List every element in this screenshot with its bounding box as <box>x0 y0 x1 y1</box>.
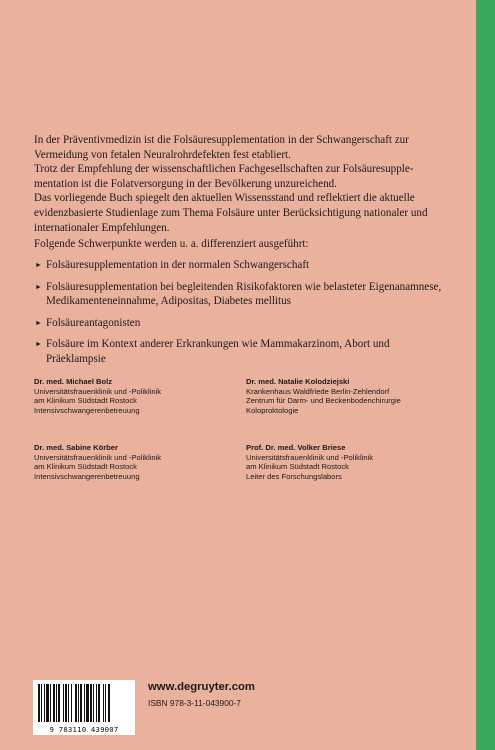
author-affiliation: Universitätsfrauenklinik und -Poliklinik <box>34 386 162 396</box>
list-item-text: Folsäuresupplementation bei begleitenden Risikofaktoren wie belasteter Eigenanamnese, Medikamenteneinnahme, Adipositas, Diabetes mellitus <box>46 280 442 308</box>
isbn-barcode <box>33 680 135 735</box>
triangle-bullet-icon: ► <box>35 340 42 349</box>
publisher-link[interactable]: www.degruyter.com <box>148 681 255 693</box>
author-affiliation: Leiter des Forschungslabors <box>246 471 342 481</box>
author-affiliation: Universitätsfrauenklinik und -Poliklinik <box>34 452 162 462</box>
author-affiliation: Universitätsfrauenklinik und -Poliklinik <box>246 452 374 462</box>
author-affiliation: Krankenhaus Waldfriede Berlin-Zehlendorf <box>246 386 390 396</box>
intro-text <box>34 133 452 235</box>
list-item <box>34 316 452 331</box>
list-item-text: Folsäuresupplementation in der normalen Schwangerschaft <box>46 259 310 271</box>
author-block <box>34 443 244 481</box>
author-affiliation: am Klinikum Südstadt Rostock <box>246 462 349 472</box>
author-block <box>34 377 244 415</box>
author-block <box>246 377 456 415</box>
focus-heading: Folgende Schwerpunkte werden u. a. differenziert ausgeführt: <box>34 238 309 250</box>
author-block <box>246 443 456 481</box>
list-item-text: Folsäure im Kontext anderer Erkrankungen wie Mammakarzinom, Abort und Präeklampsie <box>46 338 390 365</box>
author-name: Prof. Dr. med. Volker Briese <box>246 443 346 452</box>
triangle-bullet-icon: ► <box>35 318 42 327</box>
intro-paragraph: Das vorliegende Buch spiegelt den aktuellen Wissensstand und reflektiert die aktuelle evidenzbasierte Studienlage zum Thema Folsäure unter Berücksichtigung nationaler und internationaler Empfehlungen. <box>34 192 428 234</box>
author-affiliation: Intensivschwangerenbetreuung <box>34 405 140 415</box>
barcode-icon <box>33 680 135 724</box>
author-name: Dr. med. Sabine Körber <box>34 443 118 452</box>
author-name: Dr. med. Natalie Kolodziejski <box>246 377 350 386</box>
author-affiliation: Koloproktologie <box>246 405 299 415</box>
author-affiliation: Intensivschwangerenbetreuung <box>34 471 140 481</box>
isbn-text: ISBN 978-3-11-043900-7 <box>148 698 241 708</box>
barcode-digits: 9 783110 439007 <box>49 725 119 734</box>
intro-paragraph: Trotz der Empfehlung der wissenschaftlichen Fachgesellschaften zur Folsäuresupple-mentation ist die Folatversorgung in der Bevölkerung unzureichend. <box>34 163 414 190</box>
list-item <box>34 258 452 273</box>
focus-list <box>34 258 452 374</box>
list-item-text: Folsäureantagonisten <box>46 316 141 329</box>
author-affiliation: am Klinikum Südstadt Rostock <box>34 462 137 472</box>
author-name: Dr. med. Michael Bolz <box>34 377 113 386</box>
list-item <box>34 280 452 309</box>
author-affiliation: am Klinikum Südstadt Rostock <box>34 396 137 406</box>
list-item <box>34 337 452 366</box>
triangle-bullet-icon: ► <box>35 261 42 269</box>
spine-color-bar <box>476 0 495 750</box>
triangle-bullet-icon: ► <box>35 282 42 291</box>
intro-paragraph: In der Präventivmedizin ist die Folsäuresupplementation in der Schwangerschaft zur Vermeidung von fetalen Neuralrohrdefekten fest etabliert. <box>34 134 409 161</box>
author-affiliation: Zentrum für Darm- und Beckenbodenchirurgie <box>246 396 401 406</box>
